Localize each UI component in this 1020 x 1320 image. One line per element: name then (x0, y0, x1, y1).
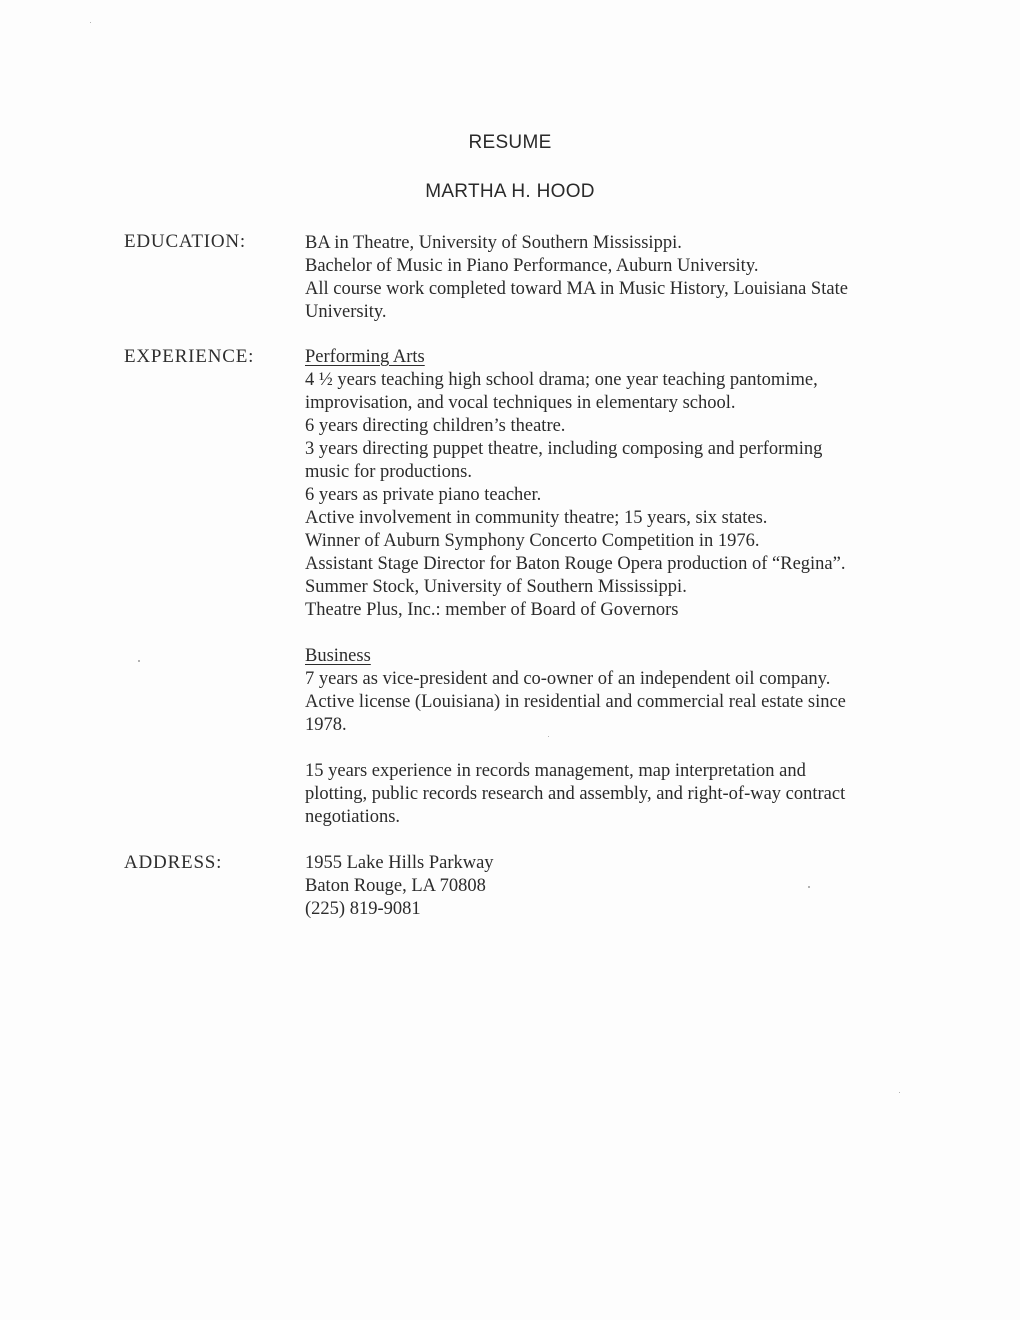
performing-arts-line: 6 years as private piano teacher. (305, 485, 542, 505)
business-extra-line: 15 years experience in records management, map interpretation and (305, 761, 806, 781)
performing-arts-line: 3 years directing puppet theatre, including composing and performing (305, 439, 823, 459)
document-title: RESUME (468, 132, 552, 153)
performing-arts-line: Summer Stock, University of Southern Mississippi. (305, 577, 687, 597)
spacer (305, 737, 905, 760)
address-label: ADDRESS: (124, 852, 223, 873)
spacer (305, 622, 905, 645)
business-line: 1978. (305, 715, 347, 735)
address-section (305, 852, 905, 921)
education-line: BA in Theatre, University of Southern Mississippi. (305, 233, 682, 253)
education-line: University. (305, 302, 387, 322)
business-heading: Business (305, 646, 371, 666)
scan-speck (138, 660, 140, 662)
education-section (305, 232, 905, 324)
performing-arts-line: Assistant Stage Director for Baton Rouge Opera production of “Regina”. (305, 554, 846, 574)
address-phone: (225) 819-9081 (305, 899, 421, 919)
scan-speck (548, 736, 549, 737)
performing-arts-line: Winner of Auburn Symphony Concerto Competition in 1976. (305, 531, 760, 551)
address-city: Baton Rouge, LA 70808 (305, 876, 486, 896)
experience-label: EXPERIENCE: (124, 346, 255, 367)
scan-speck (808, 886, 810, 888)
address-street: 1955 Lake Hills Parkway (305, 853, 494, 873)
performing-arts-line: music for productions. (305, 462, 472, 482)
scan-speck (90, 22, 91, 23)
education-line: All course work completed toward MA in Music History, Louisiana State (305, 279, 848, 299)
performing-arts-line: 4 ½ years teaching high school drama; one year teaching pantomime, (305, 370, 818, 390)
person-name: MARTHA H. HOOD (425, 181, 595, 202)
business-line: Active license (Louisiana) in residential and commercial real estate since (305, 692, 846, 712)
performing-arts-line: 6 years directing children’s theatre. (305, 416, 566, 436)
education-line: Bachelor of Music in Piano Performance, Auburn University. (305, 256, 759, 276)
performing-arts-heading: Performing Arts (305, 347, 425, 367)
performing-arts-line: Active involvement in community theatre; 15 years, six states. (305, 508, 768, 528)
education-label: EDUCATION: (124, 231, 246, 252)
performing-arts-line: Theatre Plus, Inc.: member of Board of Governors (305, 600, 679, 620)
business-extra-line: negotiations. (305, 807, 401, 827)
experience-section (305, 346, 905, 829)
scan-speck (899, 1092, 900, 1093)
performing-arts-line: improvisation, and vocal techniques in elementary school. (305, 393, 736, 413)
business-extra-line: plotting, public records research and assembly, and right-of-way contract (305, 784, 846, 804)
business-line: 7 years as vice-president and co-owner of an independent oil company. (305, 669, 831, 689)
